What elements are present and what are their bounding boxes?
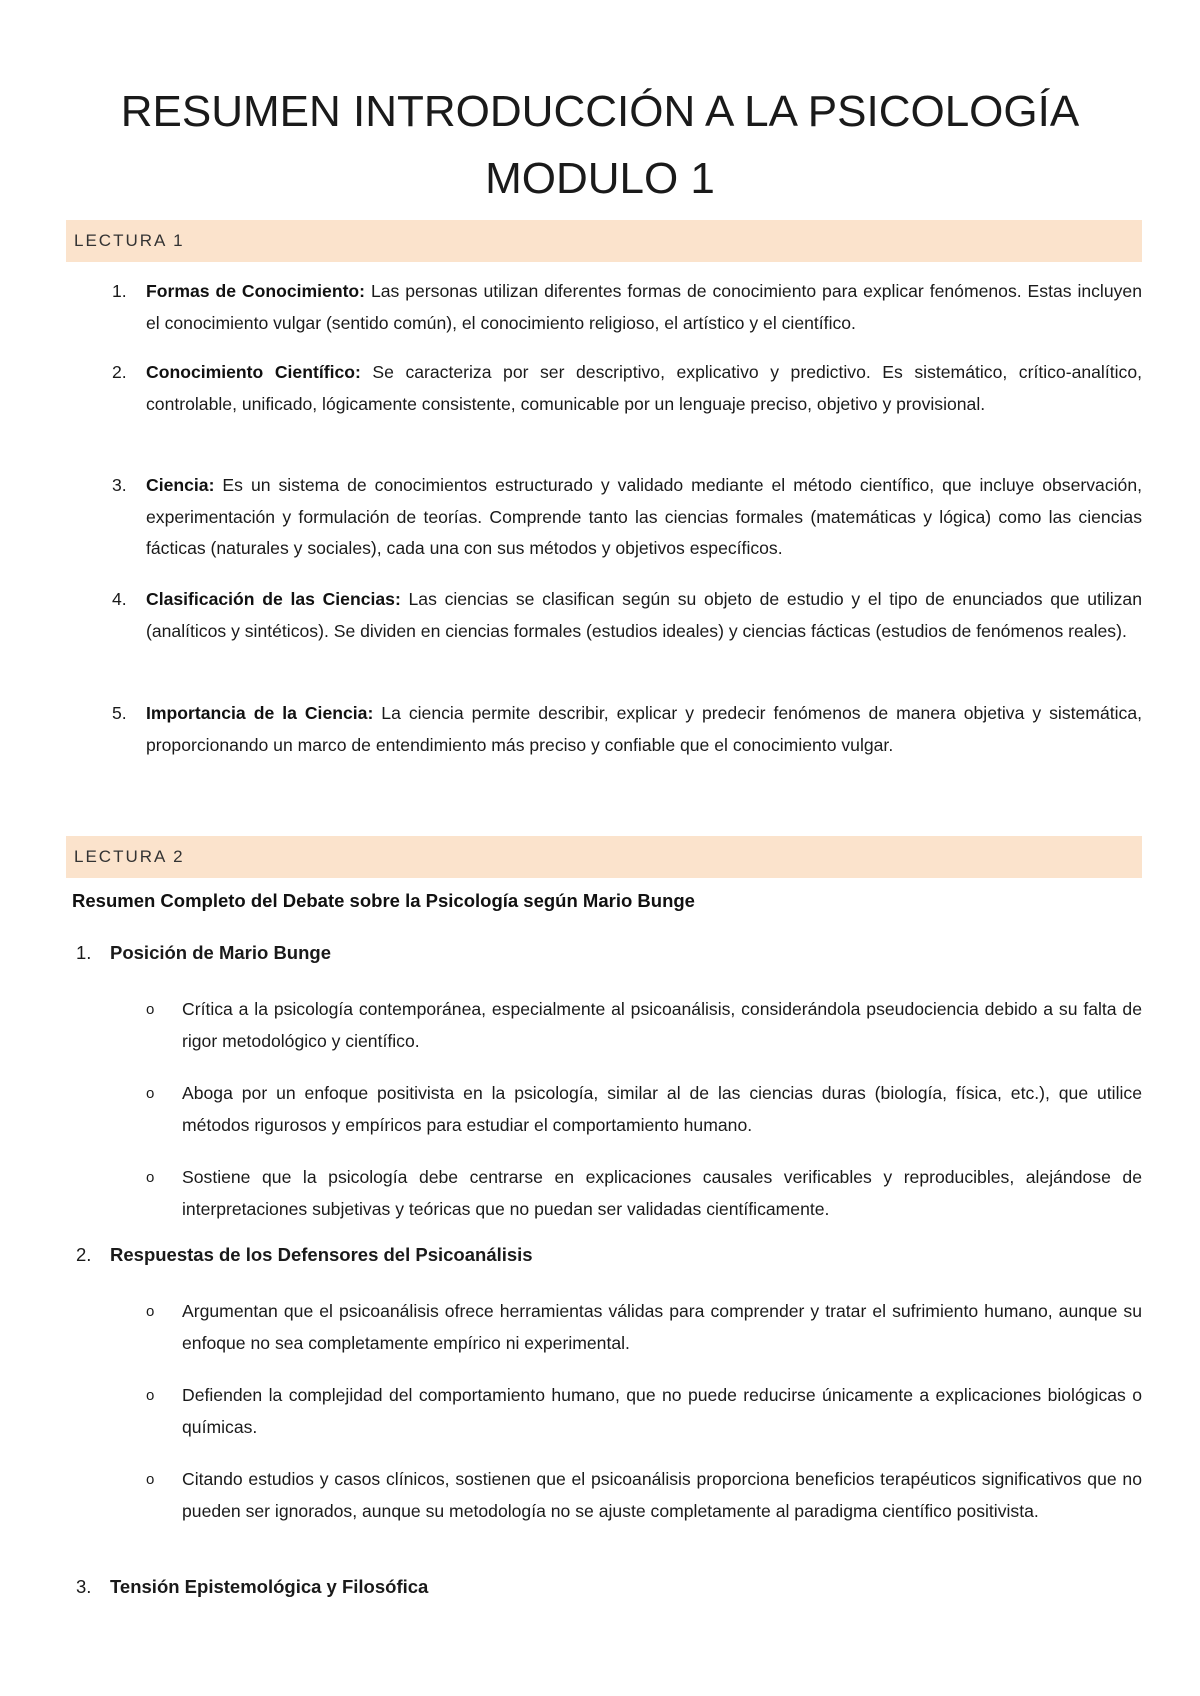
outline-item-number: 3. [76, 1576, 92, 1597]
list-item-number: 5. [112, 703, 127, 723]
list-item-text: Es un sistema de conocimientos estructurado y validado mediante el método científico, que incluye observación, experimentación y formulación de teorías. Comprende tanto las ciencias formales (matemáticas y lógica) como las ciencias fácticas (naturales y sociales), cada una con sus métodos y objetivos específicos. [146, 475, 1142, 558]
list-item-number: 3. [112, 475, 127, 495]
bullet-marker: o [146, 1085, 155, 1102]
list-item-term: Clasificación de las Ciencias: [146, 589, 401, 609]
list-item-text: Se caracteriza por ser descriptivo, explicativo y predictivo. Es sistemático, crítico-analítico, controlable, unificado, lógicamente consistente, comunicable por un lenguaje preciso, objetivo y provisional. [146, 362, 1142, 414]
list-item-text: Las ciencias se clasifican según su objeto de estudio y el tipo de enunciados que utilizan (analíticos y sintéticos). Se dividen en ciencias formales (estudios ideales) y ciencias fácticas (estudios de fenómenos reales). [146, 589, 1142, 641]
document-title-line-2: MODULO 1 [485, 154, 715, 203]
section-heading-label: LECTURA 2 [74, 847, 185, 866]
list-item-text: Las personas utilizan diferentes formas de conocimiento para explicar fenómenos. Estas incluyen el conocimiento vulgar (sentido común), el conocimiento religioso, el artístico y el científico. [146, 281, 1142, 333]
outline-item-title: Tensión Epistemológica y Filosófica [110, 1576, 429, 1597]
list-item-body [146, 698, 1142, 761]
outline-item-title: Posición de Mario Bunge [110, 942, 331, 963]
list-item-body [146, 584, 1142, 647]
lectura-2-subheading: Resumen Completo del Debate sobre la Psicología según Mario Bunge [72, 890, 695, 911]
list-item-term: Ciencia: [146, 475, 215, 495]
bullet-text: Crítica a la psicología contemporánea, especialmente al psicoanálisis, considerándola pseudociencia debido a su falta de rigor metodológico y científico. [182, 999, 1142, 1051]
list-item-text: La ciencia permite describir, explicar y predecir fenómenos de manera objetiva y sistemática, proporcionando un marco de entendimiento más preciso y confiable que el conocimiento vulgar. [146, 703, 1142, 755]
outline-item-number: 1. [76, 942, 92, 963]
list-item-body [146, 276, 1142, 339]
section-heading-lectura-2 [66, 836, 1142, 878]
bullet-marker: o [146, 1387, 155, 1404]
bullet-marker: o [146, 1001, 155, 1018]
list-item-number: 1. [112, 281, 127, 301]
list-item-body [146, 470, 1142, 565]
section-heading-label: LECTURA 1 [74, 231, 185, 250]
bullet-text: Argumentan que el psicoanálisis ofrece herramientas válidas para comprender y tratar el sufrimiento humano, aunque su enfoque no sea completamente empírico ni experimental. [182, 1301, 1142, 1353]
section-heading-lectura-1 [66, 220, 1142, 262]
outline-item [76, 1576, 428, 1598]
list-item-number: 2. [112, 362, 127, 382]
bullet-marker: o [146, 1471, 155, 1488]
bullet-marker: o [146, 1303, 155, 1320]
outline-item-title: Respuestas de los Defensores del Psicoanálisis [110, 1244, 533, 1265]
outline-item-number: 2. [76, 1244, 92, 1265]
bullet-text: Citando estudios y casos clínicos, sostienen que el psicoanálisis proporciona beneficios terapéuticos significativos que no pueden ser ignorados, aunque su metodología no se ajuste completamente al paradigma científico positivista. [182, 1469, 1142, 1521]
list-item-number: 4. [112, 589, 127, 609]
bullet-text: Defienden la complejidad del comportamiento humano, que no puede reducirse únicamente a explicaciones biológicas o químicas. [182, 1385, 1142, 1437]
bullet-text: Sostiene que la psicología debe centrarse en explicaciones causales verificables y reproducibles, alejándose de interpretaciones subjetivas y teóricas que no puedan ser validadas científicamente. [182, 1167, 1142, 1219]
bullet-marker: o [146, 1169, 155, 1186]
outline-item [76, 942, 331, 964]
list-item-body [146, 357, 1142, 420]
outline-item [76, 1244, 533, 1266]
list-item-term: Importancia de la Ciencia: [146, 703, 374, 723]
document-title-line-1: RESUMEN INTRODUCCIÓN A LA PSICOLOGÍA [120, 87, 1080, 136]
bullet-text: Aboga por un enfoque positivista en la psicología, similar al de las ciencias duras (biología, física, etc.), que utilice métodos rigurosos y empíricos para estudiar el comportamiento humano. [182, 1083, 1142, 1135]
list-item-term: Formas de Conocimiento: [146, 281, 366, 301]
list-item-term: Conocimiento Científico: [146, 362, 361, 382]
